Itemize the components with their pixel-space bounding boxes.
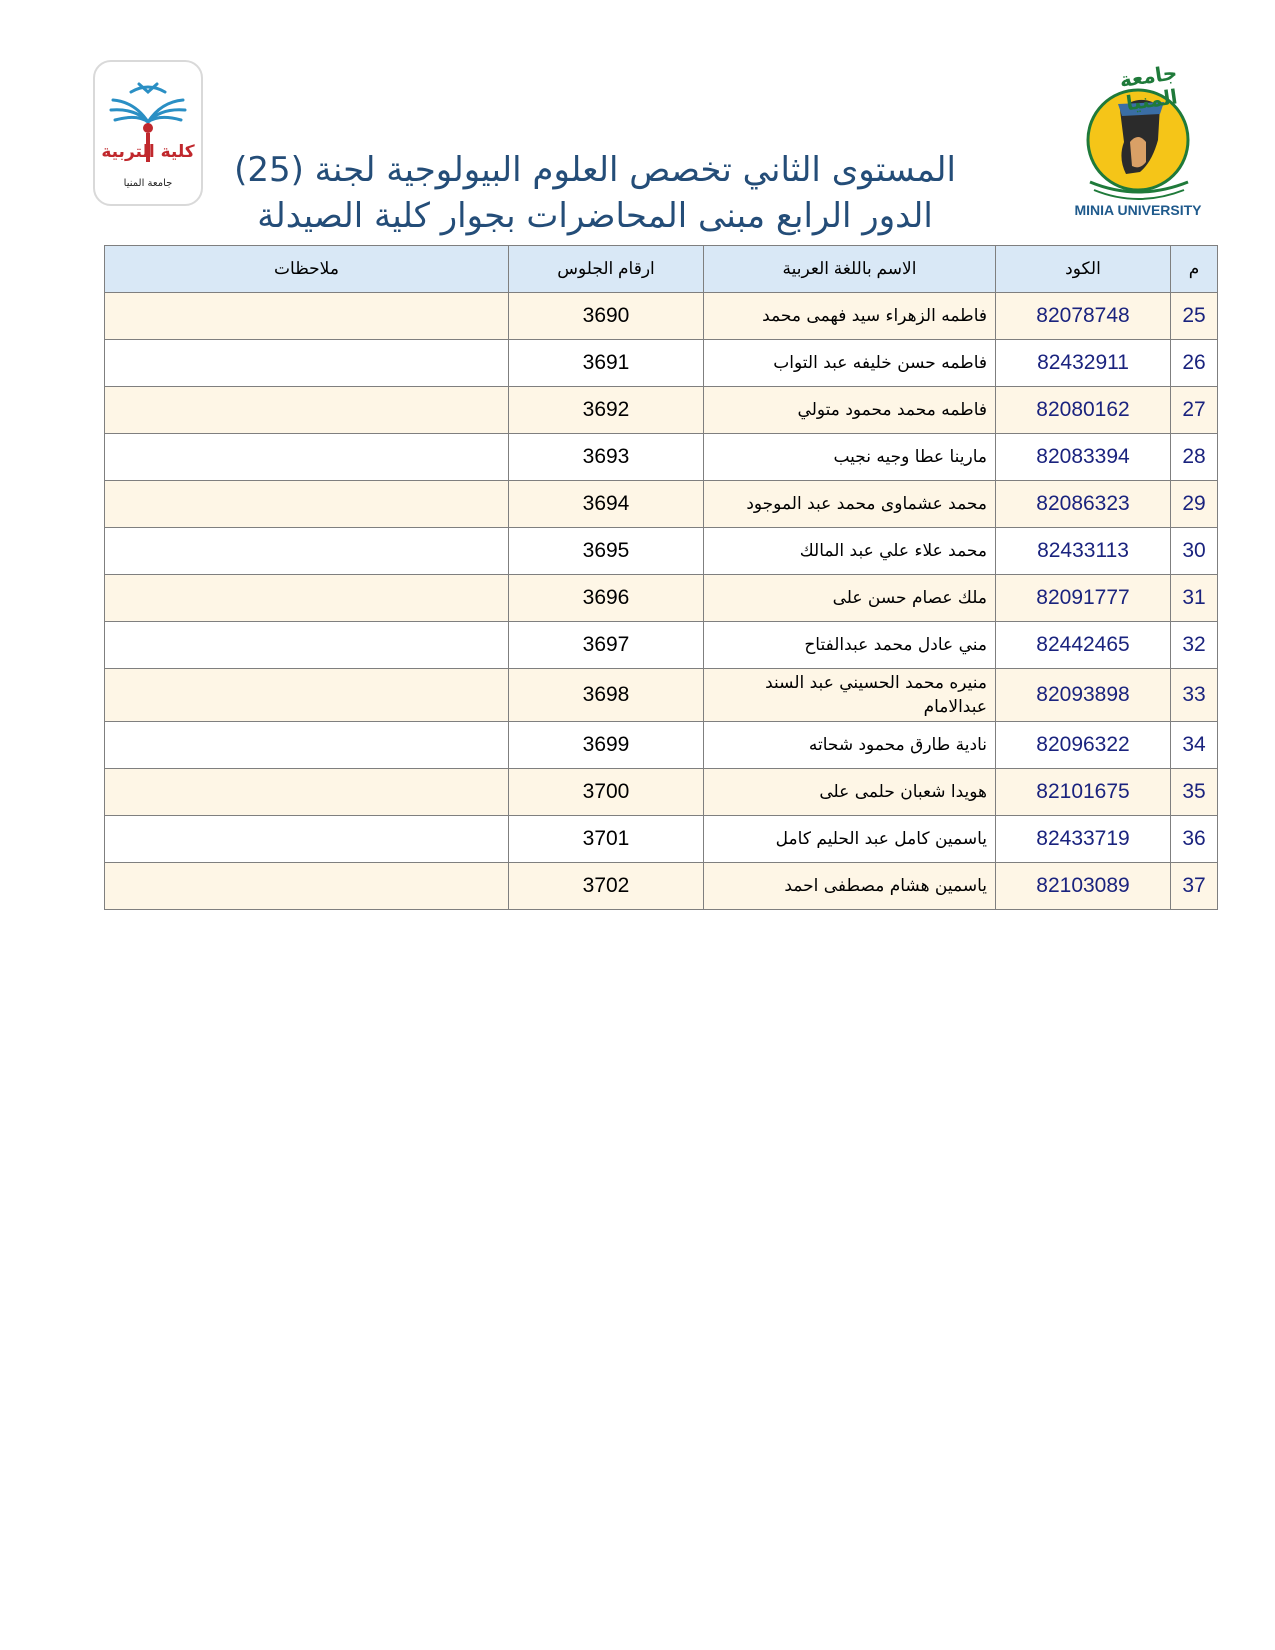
notes-cell: [105, 434, 509, 481]
student-name: فاطمه حسن خليفه عبد التواب: [704, 340, 996, 387]
document-subtitle: الدور الرابع مبنى المحاضرات بجوار كلية الصيدلة: [257, 196, 933, 236]
student-name: مارينا عطا وجيه نجيب: [704, 434, 996, 481]
row-index: 31: [1171, 575, 1218, 622]
student-code: 82432911: [996, 340, 1171, 387]
table-row: [105, 575, 1218, 622]
notes-cell: [105, 722, 509, 769]
table-row: [105, 816, 1218, 863]
student-name: محمد علاء علي عبد المالك: [704, 528, 996, 575]
table-header-row: [105, 246, 1218, 293]
student-code: 82433113: [996, 528, 1171, 575]
student-name: نادية طارق محمود شحاته: [704, 722, 996, 769]
row-index: 33: [1171, 669, 1218, 722]
student-code: 82433719: [996, 816, 1171, 863]
seat-number: 3695: [509, 528, 704, 575]
university-name-english: MINIA UNIVERSITY: [1074, 202, 1202, 218]
student-name: فاطمه الزهراء سيد فهمى محمد: [704, 293, 996, 340]
student-code: 82101675: [996, 769, 1171, 816]
student-code: 82083394: [996, 434, 1171, 481]
student-code: 82103089: [996, 863, 1171, 910]
table-row: [105, 528, 1218, 575]
student-code: 82442465: [996, 622, 1171, 669]
student-code: 82078748: [996, 293, 1171, 340]
table-row: [105, 387, 1218, 434]
row-index: 29: [1171, 481, 1218, 528]
column-header-index: م: [1171, 246, 1218, 293]
minia-university-logo: [1060, 62, 1210, 222]
notes-cell: [105, 575, 509, 622]
faculty-of-education-logo: [93, 60, 203, 206]
row-index: 26: [1171, 340, 1218, 387]
student-name: ملك عصام حسن على: [704, 575, 996, 622]
students-table: [104, 245, 1218, 910]
seat-number: 3692: [509, 387, 704, 434]
seat-number: 3693: [509, 434, 704, 481]
seat-number: 3698: [509, 669, 704, 722]
row-index: 36: [1171, 816, 1218, 863]
row-index: 35: [1171, 769, 1218, 816]
student-name: مني عادل محمد عبدالفتاح: [704, 622, 996, 669]
notes-cell: [105, 387, 509, 434]
table-row: [105, 622, 1218, 669]
table-row: [105, 481, 1218, 528]
student-code: 82093898: [996, 669, 1171, 722]
seat-number: 3691: [509, 340, 704, 387]
row-index: 28: [1171, 434, 1218, 481]
student-name: ياسمين كامل عبد الحليم كامل: [704, 816, 996, 863]
column-header-code: الكود: [996, 246, 1171, 293]
student-name: فاطمه محمد محمود متولي: [704, 387, 996, 434]
row-index: 30: [1171, 528, 1218, 575]
table-row: [105, 340, 1218, 387]
seat-number: 3701: [509, 816, 704, 863]
seat-number: 3690: [509, 293, 704, 340]
notes-cell: [105, 622, 509, 669]
table-row: [105, 293, 1218, 340]
notes-cell: [105, 816, 509, 863]
seat-number: 3697: [509, 622, 704, 669]
student-name: هويدا شعبان حلمى على: [704, 769, 996, 816]
notes-cell: [105, 528, 509, 575]
student-name: ياسمين هشام مصطفى احمد: [704, 863, 996, 910]
notes-cell: [105, 769, 509, 816]
column-header-name: الاسم باللغة العربية: [704, 246, 996, 293]
university-name-arabic: جامعة المنيا: [1118, 60, 1179, 116]
row-index: 34: [1171, 722, 1218, 769]
seat-number: 3696: [509, 575, 704, 622]
seat-number: 3699: [509, 722, 704, 769]
university-name-small: جامعة المنيا: [123, 178, 173, 189]
seat-number: 3700: [509, 769, 704, 816]
row-index: 25: [1171, 293, 1218, 340]
student-code: 82080162: [996, 387, 1171, 434]
faculty-name: كلية التربية: [101, 142, 195, 162]
seat-number: 3694: [509, 481, 704, 528]
student-code: 82086323: [996, 481, 1171, 528]
notes-cell: [105, 293, 509, 340]
seat-number: 3702: [509, 863, 704, 910]
table-row: [105, 863, 1218, 910]
column-header-seat: ارقام الجلوس: [509, 246, 704, 293]
notes-cell: [105, 340, 509, 387]
row-index: 32: [1171, 622, 1218, 669]
table-row: [105, 669, 1218, 722]
table-row: [105, 434, 1218, 481]
student-name: محمد عشماوى محمد عبد الموجود: [704, 481, 996, 528]
column-header-notes: ملاحظات: [105, 246, 509, 293]
row-index: 37: [1171, 863, 1218, 910]
notes-cell: [105, 863, 509, 910]
table-row: [105, 769, 1218, 816]
notes-cell: [105, 481, 509, 528]
student-code: 82091777: [996, 575, 1171, 622]
student-name: منيره محمد الحسيني عبد السند عبدالامام: [704, 669, 996, 722]
row-index: 27: [1171, 387, 1218, 434]
table-row: [105, 722, 1218, 769]
notes-cell: [105, 669, 509, 722]
student-code: 82096322: [996, 722, 1171, 769]
document-title: المستوى الثاني تخصص العلوم البيولوجية لجنة (25): [234, 150, 956, 190]
